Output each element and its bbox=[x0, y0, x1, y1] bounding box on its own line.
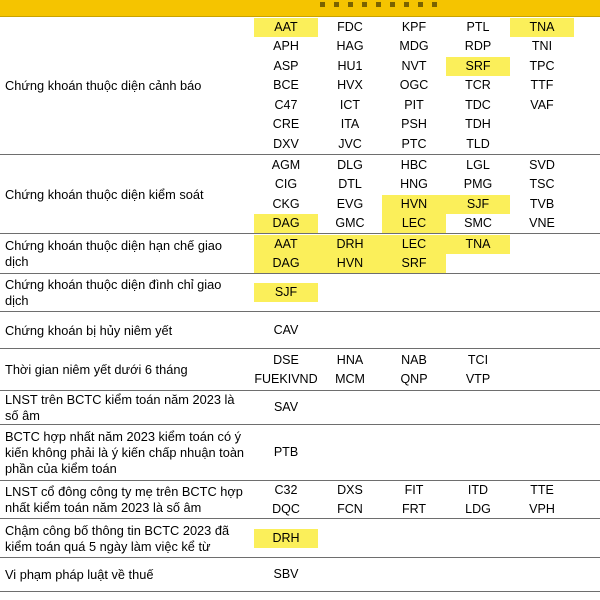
ticker-cell: TDC bbox=[465, 97, 491, 112]
ticker-cell: TSC bbox=[529, 177, 555, 191]
ticker-cell: HNA bbox=[336, 352, 364, 367]
ticker-cell: HU1 bbox=[337, 58, 363, 73]
ticker-cell: MDG bbox=[399, 39, 429, 54]
section-label: LNST trên BCTC kiểm toán năm 2023 là số âm bbox=[5, 392, 235, 423]
ticker-cell: HAG bbox=[336, 39, 364, 54]
section-row bbox=[0, 391, 600, 425]
header-mark bbox=[334, 2, 339, 7]
ticker-cell: LEC bbox=[382, 214, 446, 233]
ticker-cell: TPC bbox=[529, 58, 555, 73]
section-row bbox=[0, 17, 600, 155]
section-label: Chứng khoán thuộc diện cảnh báo bbox=[5, 78, 202, 93]
section-label: Thời gian niêm yết dưới 6 tháng bbox=[5, 362, 188, 377]
ticker-cell: PMG bbox=[463, 177, 493, 191]
section-row bbox=[0, 519, 600, 558]
section-row bbox=[0, 274, 600, 312]
ticker-cell: QNP bbox=[400, 372, 428, 386]
ticker-cell: FDC bbox=[337, 19, 363, 34]
ticker-cell: DSE bbox=[273, 352, 299, 367]
ticker-cell: AAT bbox=[254, 235, 318, 254]
section-row bbox=[0, 312, 600, 349]
ticker-cell: DLG bbox=[337, 157, 363, 172]
ticker-cell: ITD bbox=[467, 482, 489, 497]
ticker-cell: PIT bbox=[404, 97, 424, 112]
ticker-cell: ITA bbox=[340, 117, 360, 132]
header-mark bbox=[432, 2, 437, 7]
ticker-cell: OGC bbox=[399, 78, 429, 93]
ticker-cell: DRH bbox=[318, 235, 382, 254]
ticker-cell: GMC bbox=[335, 216, 365, 230]
ticker-cell: AAT bbox=[254, 18, 318, 37]
ticker-cell: APH bbox=[273, 39, 299, 54]
ticker-cell: LDG bbox=[465, 502, 491, 516]
ticker-cell: LEC bbox=[382, 235, 446, 254]
ticker-cell: TNA bbox=[510, 18, 574, 37]
ticker-cell: TTE bbox=[530, 482, 554, 497]
section-row bbox=[0, 234, 600, 274]
ticker-cell: DXV bbox=[273, 136, 299, 151]
ticker-cell: HBC bbox=[400, 157, 428, 172]
ticker-cell: HVN bbox=[318, 254, 382, 273]
section-label: Chứng khoán thuộc diện đình chỉ giao dịch bbox=[5, 277, 222, 308]
ticker-cell: PTB bbox=[273, 445, 299, 460]
ticker-cell: DAG bbox=[254, 214, 318, 233]
ticker-cell: SJF bbox=[446, 195, 510, 214]
ticker-cell: JVC bbox=[338, 136, 362, 151]
ticker-cell: NVT bbox=[401, 58, 427, 73]
header-mark bbox=[320, 2, 325, 7]
ticker-cell: PTL bbox=[466, 19, 490, 34]
ticker-cell: PSH bbox=[401, 117, 427, 132]
ticker-cell: SMC bbox=[464, 216, 492, 230]
ticker-cell: AGM bbox=[271, 157, 301, 172]
ticker-cell: CRE bbox=[272, 117, 300, 132]
ticker-cell: DXS bbox=[337, 482, 363, 497]
ticker-cell: TTF bbox=[530, 78, 554, 93]
ticker-cell: VNE bbox=[529, 216, 555, 230]
ticker-cell: CKG bbox=[272, 196, 300, 211]
ticker-cell: MCM bbox=[335, 372, 365, 386]
section-row bbox=[0, 425, 600, 481]
ticker-cell: HVN bbox=[382, 195, 446, 214]
section-row bbox=[0, 349, 600, 391]
ticker-cell: CIG bbox=[274, 177, 298, 191]
ticker-cell: FCN bbox=[337, 502, 363, 516]
ticker-cell: DQC bbox=[272, 502, 300, 516]
ticker-cell: DTL bbox=[338, 177, 362, 191]
ticker-cell: ASP bbox=[273, 58, 299, 73]
ticker-cell: CAV bbox=[273, 322, 299, 337]
ticker-cell: TNI bbox=[531, 39, 553, 54]
header-mark bbox=[348, 2, 353, 7]
ticker-cell: SRF bbox=[446, 57, 510, 76]
ticker-cell: VTP bbox=[465, 372, 491, 386]
ticker-cell: FUEKIVND bbox=[254, 372, 318, 386]
ticker-cell: FIT bbox=[404, 482, 424, 497]
header-mark bbox=[404, 2, 409, 7]
section-label: Chậm công bố thông tin BCTC 2023 đã kiểm toán quá 5 ngày làm việc kể từ bbox=[5, 522, 230, 554]
ticker-cell: HNG bbox=[400, 177, 428, 191]
header-mark bbox=[390, 2, 395, 7]
section-label: Chứng khoán thuộc diện kiểm soát bbox=[5, 186, 204, 202]
ticker-cell: HVX bbox=[337, 78, 363, 93]
ticker-cell: TDH bbox=[465, 117, 491, 132]
ticker-cell: TVB bbox=[529, 196, 555, 211]
ticker-cell: DAG bbox=[254, 254, 318, 273]
ticker-cell: C32 bbox=[274, 482, 298, 497]
section-label: Vi phạm pháp luật về thuế bbox=[5, 567, 154, 582]
ticker-cell: NAB bbox=[401, 352, 427, 367]
ticker-cell: VPH bbox=[529, 502, 555, 516]
section-label: Chứng khoán thuộc diện hạn chế giao dịch bbox=[5, 238, 223, 269]
ticker-cell: SVD bbox=[529, 157, 555, 172]
section-row bbox=[0, 155, 600, 234]
ticker-cell: EVG bbox=[336, 196, 364, 211]
ticker-cell: TCI bbox=[467, 352, 489, 367]
ticker-cell: SJF bbox=[254, 283, 318, 302]
ticker-cell: C47 bbox=[274, 97, 298, 112]
ticker-cell: SRF bbox=[382, 254, 446, 273]
ticker-cell: KPF bbox=[401, 19, 427, 34]
ticker-cell: SBV bbox=[273, 567, 299, 582]
ticker-cell: FRT bbox=[401, 502, 427, 516]
ticker-cell: RDP bbox=[464, 39, 492, 54]
ticker-cell: DRH bbox=[254, 529, 318, 548]
table-header-bar bbox=[0, 0, 600, 17]
section-row bbox=[0, 558, 600, 592]
section-label: LNST cổ đông công ty mẹ trên BCTC hợp nhất kiểm toán năm 2023 là số âm bbox=[5, 484, 243, 515]
section-label: BCTC hợp nhất năm 2023 kiểm toán có ý kiến không phải là ý kiến chấp nhuận toàn phần của kiểm toán bbox=[5, 429, 245, 476]
ticker-cell: VAF bbox=[530, 97, 554, 112]
header-mark bbox=[418, 2, 423, 7]
ticker-cell: BCE bbox=[273, 78, 299, 93]
ticker-cell: LGL bbox=[466, 157, 490, 172]
ticker-cell: ICT bbox=[339, 97, 361, 112]
ticker-cell: TCR bbox=[465, 78, 491, 93]
section-row bbox=[0, 481, 600, 519]
header-mark bbox=[362, 2, 367, 7]
section-label: Chứng khoán bị hủy niêm yết bbox=[5, 322, 173, 338]
ticker-cell: SAV bbox=[273, 400, 299, 415]
ticker-cell: TLD bbox=[466, 136, 490, 151]
ticker-cell: PTC bbox=[401, 136, 427, 151]
ticker-cell: TNA bbox=[446, 235, 510, 254]
header-mark bbox=[376, 2, 381, 7]
